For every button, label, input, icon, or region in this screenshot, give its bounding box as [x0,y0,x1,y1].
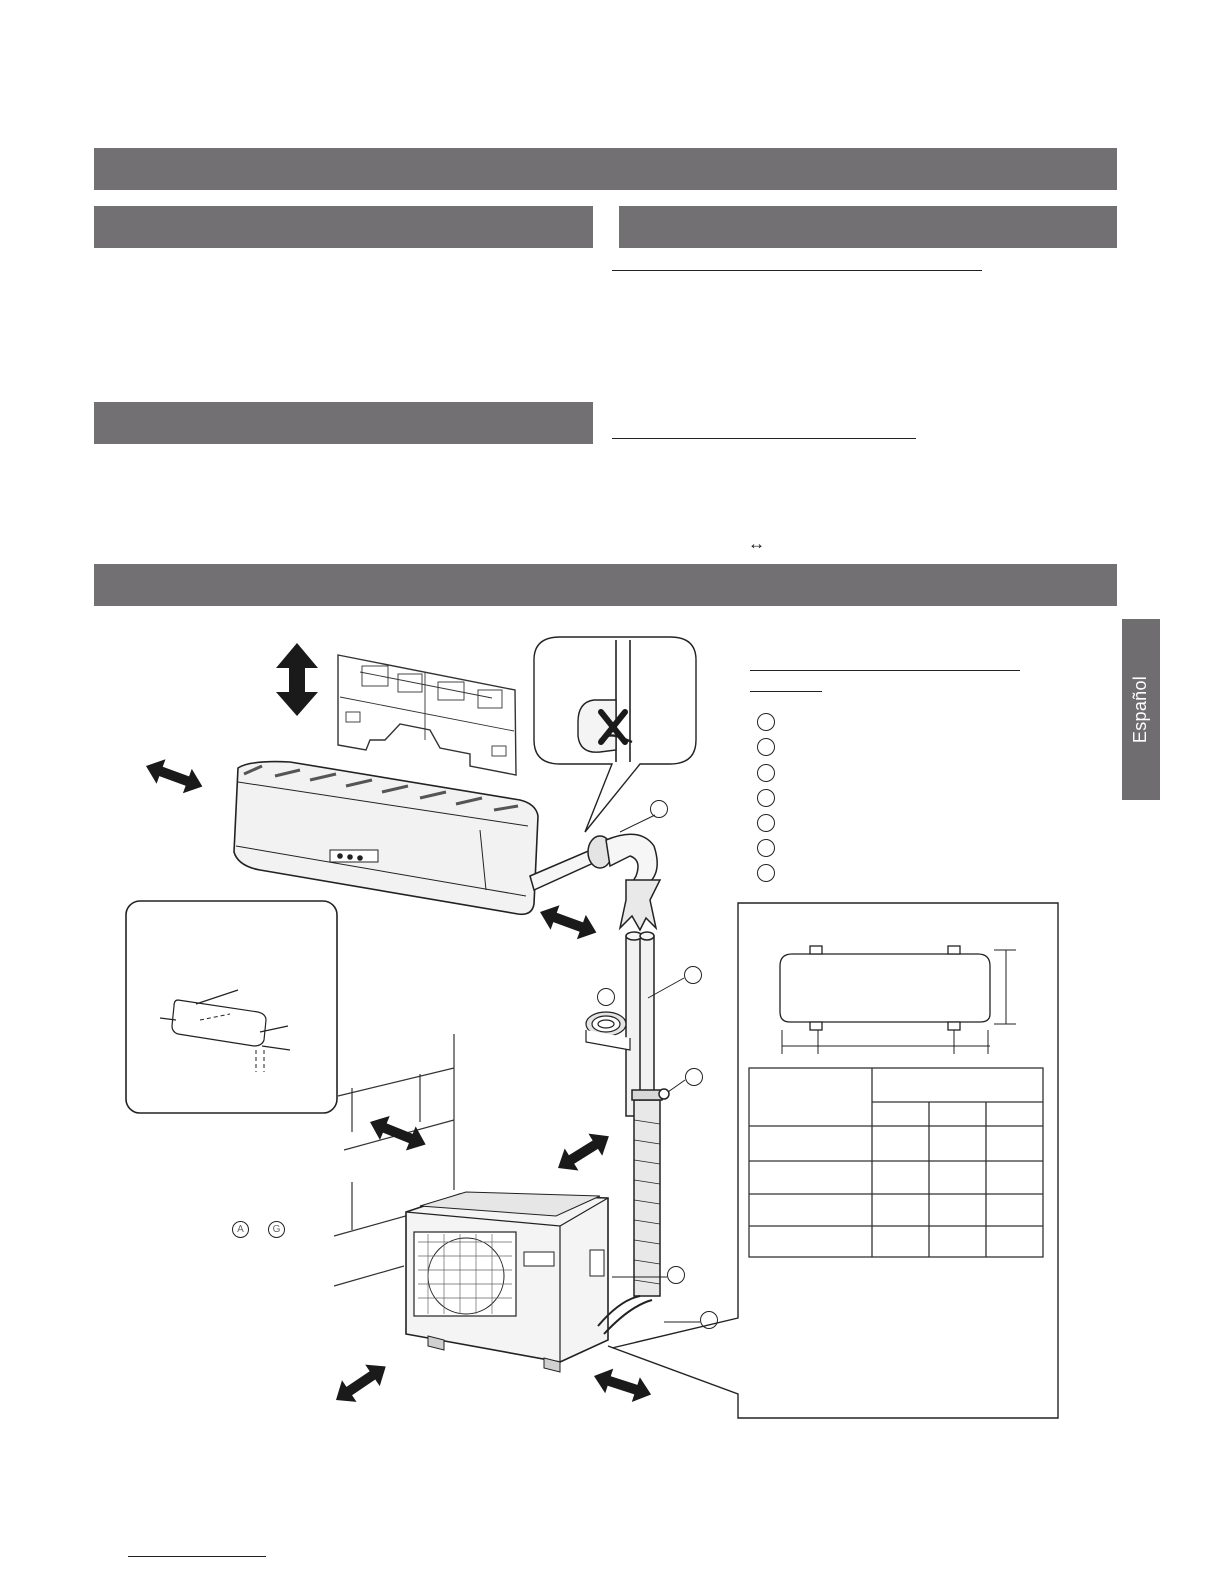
outdoor-left-arrow [329,1356,393,1411]
language-tab-label: Español [1130,675,1151,744]
foot-plan-sketch [780,946,1016,1054]
mounting-plate [338,655,516,775]
letter-circle-a: A [232,1221,249,1238]
dimension-table [749,1068,1043,1257]
wall-clearance-arrow [365,1110,430,1157]
vertical-clearance-arrow [276,643,318,716]
right-clearance-arrow [536,900,601,945]
letter-circle-g: G [268,1221,285,1238]
outdoor-front-arrow [551,1125,616,1179]
left-clearance-arrow [142,754,207,799]
wall-detail-callout [534,637,696,832]
swap-arrow-icon: ↔ [748,534,765,553]
outdoor-right-arrow [590,1364,655,1407]
outdoor-unit [406,1192,652,1372]
indoor-unit [234,762,538,915]
tape-roll [586,1012,630,1050]
pipe-detail-box [126,901,337,1113]
